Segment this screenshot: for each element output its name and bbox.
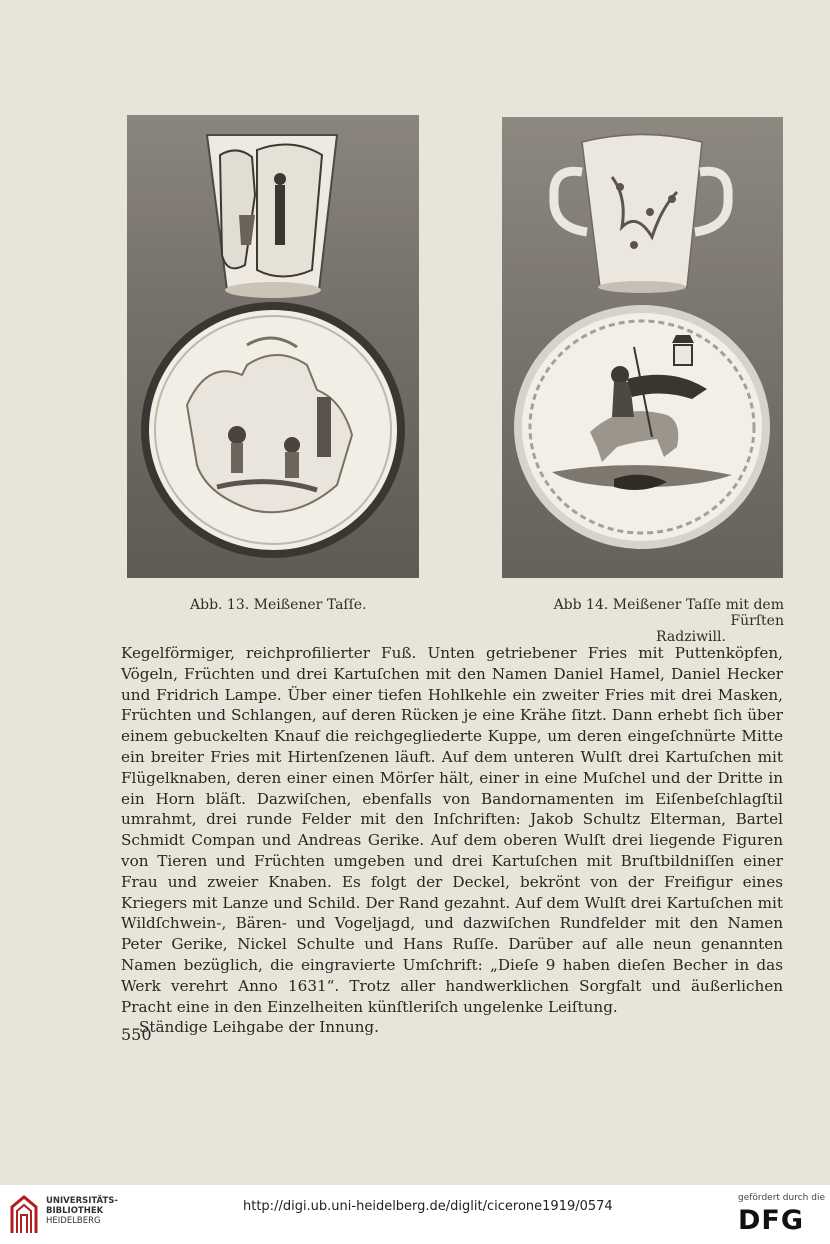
library-name	[46, 1196, 118, 1226]
library-name-line3: HEIDELBERG	[46, 1216, 101, 1226]
library-name-line1: UNIVERSITÄTS-	[46, 1196, 118, 1206]
funding-note: gefördert durch die	[738, 1193, 825, 1203]
library-name-line2: BIBLIOTHEK	[46, 1206, 104, 1216]
figure-14-caption-line1: Abb 14. Meißener Taſſe mit dem Fürſten	[553, 597, 784, 629]
figure-13-caption: Abb. 13. Meißener Taſſe.	[190, 597, 367, 613]
university-library-logo-icon	[8, 1193, 40, 1237]
figure-13-photo	[127, 115, 419, 578]
description-paragraph: Kegelförmiger, reichprofilierter Fuß. Unten getriebener Fries mit Puttenköpfen, Vögeln, Früchten und drei Kartuſchen mit den Namen Daniel Hamel, Daniel Hecker und Fridrich Lampe. Über einer tiefen Hohlkehle ein zweiter Fries mit drei Masken, Früchten und Schlangen, auf deren Rücken je eine Krähe ſitzt. Dann erhebt ſich über einem gebuckelten Knauf die reichgegliederte Kuppe, um deren eingeſchnürte Mitte ein breiter Fries mit Hirtenſzenen läuft. Auf dem unteren Wulſt drei Kartuſchen mit Flügelknaben, deren einer einen Mörſer hält, einer in eine Muſchel und der Dritte in ein Horn bläſt. Dazwiſchen, ebenfalls von Bandornamenten im Eiſenbeſchlagſtil umrahmt, drei runde Felder mit den Inſchriften: Jakob Schultz Elterman, Bartel Schmidt Compan und Andreas Gerike. Auf dem oberen Wulſt drei liegende Figuren von Tieren und Früchten umgeben und drei Kartuſchen mit Bruſtbildniſſen einer Frau und zweier Knaben. Es folgt der Deckel, bekrönt von der Freifigur eines Kriegers mit Lanze und Schild. Der Rand gezahnt. Auf dem Wulſt drei Kartuſchen mit Wildſchwein-, Bären- und Vogeljagd, und dazwiſchen Rundfelder mit den Namen Peter Gerike, Nickel Schulte und Hans Ruſſe. Darüber auf alle neun genannten Namen bezüglich, die eingravierte Umſchrift: „Dieſe 9 haben dieſen Becher in das Werk verehrt Anno 1631“. Trotz aller handwerklichen Sorgfalt und äußerlichen Pracht eine in den Einzelheiten künſtleriſch ungelenke Leiſtung.	[121, 644, 783, 1016]
digitization-footer	[0, 1185, 830, 1244]
page-number: 550	[121, 1025, 152, 1044]
permalink-url[interactable]: http://digi.ub.uni-heidelberg.de/diglit/cicerone1919/0574	[243, 1199, 613, 1214]
closing-line: Ständige Leihgabe der Innung.	[139, 1018, 379, 1037]
figure-14-caption	[498, 597, 784, 645]
figure-14-photo	[502, 117, 783, 578]
body-text	[121, 643, 783, 1038]
dfg-logo: DFG	[738, 1205, 805, 1236]
figure-14-caption-line2: Radziwill.	[656, 629, 726, 645]
